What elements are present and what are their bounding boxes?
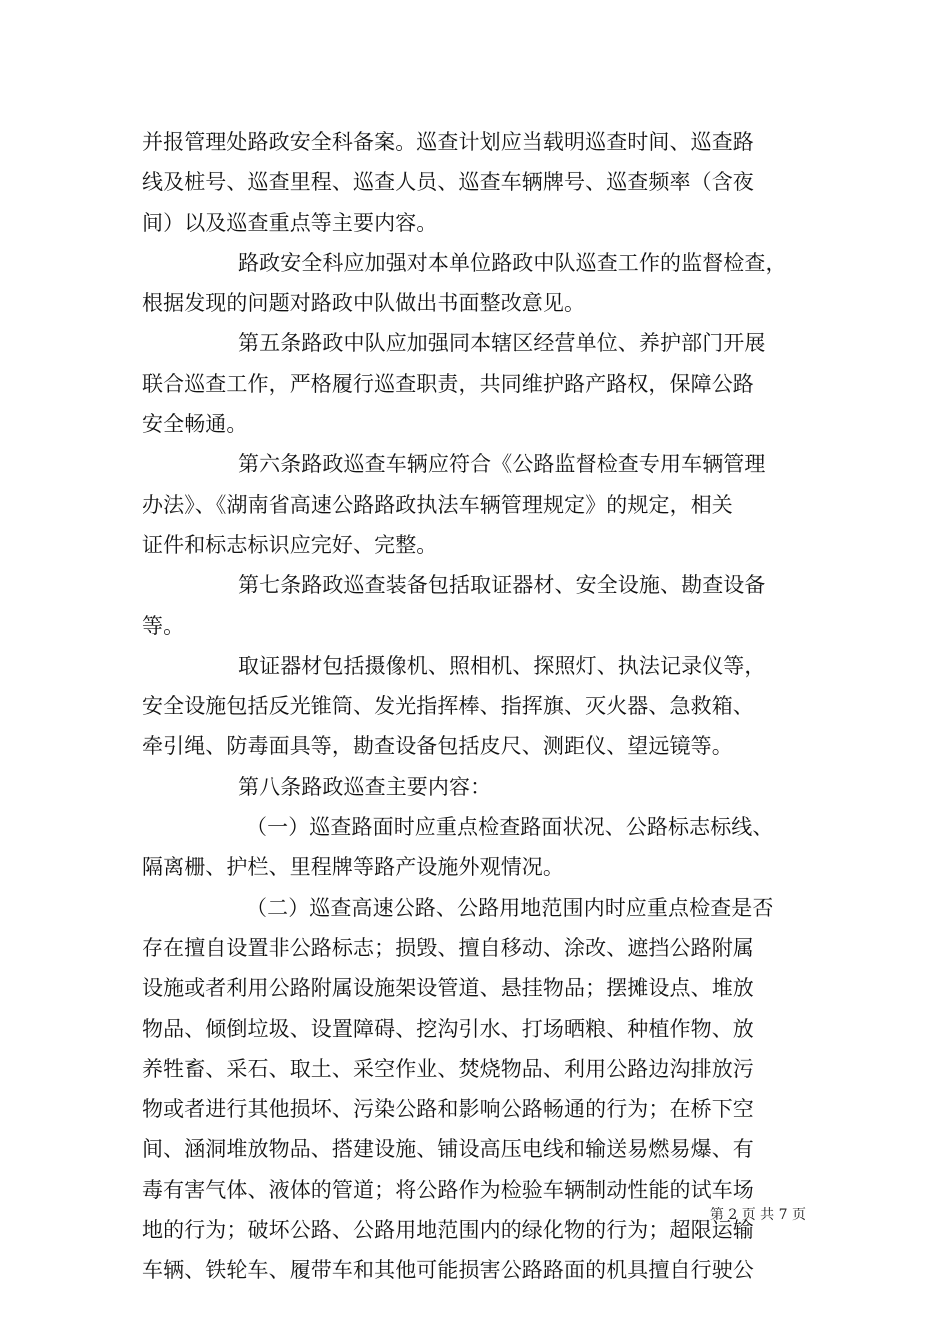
text-line: 养牲畜、采石、取土、采空作业、焚烧物品、利用公路边沟排放污 xyxy=(142,1056,754,1081)
text-line: （一）巡查路面时应重点检查路面状况、公路标志标线、 xyxy=(246,815,774,840)
paragraph-article-8 xyxy=(142,767,810,807)
text-line: 第八条路政巡查主要内容： xyxy=(238,774,492,799)
text-line: 安全设施包括反光锥筒、发光指挥棒、指挥旗、灭火器、急救箱、 xyxy=(142,694,754,719)
text-line: 安全畅通。 xyxy=(142,412,248,437)
text-line: 第七条路政巡查装备包括取证器材、安全设施、勘查设备 xyxy=(238,573,766,598)
paragraph-supervision xyxy=(142,243,810,324)
paragraph-equipment-list xyxy=(142,646,810,767)
paragraph-item-2 xyxy=(142,888,810,1291)
text-line: 线及桩号、巡查里程、巡查人员、巡查车辆牌号、巡查频率（含夜 xyxy=(142,170,754,195)
text-line: 联合巡查工作，严格履行巡查职责，共同维护路产路权，保障公路 xyxy=(142,371,754,396)
text-line: 毒有害气体、液体的管道；将公路作为检验车辆制动性能的试车场 xyxy=(142,1177,754,1202)
text-line: （二）巡查高速公路、公路用地范围内时应重点检查是否 xyxy=(246,895,774,920)
text-line: 物或者进行其他损坏、污染公路和影响公路畅通的行为；在桥下空 xyxy=(142,1097,754,1122)
text-line: 车辆、铁轮车、履带车和其他可能损害公路路面的机具擅自行驶公 xyxy=(142,1258,754,1283)
page-number: 第 2 页 共 7 页 xyxy=(709,1207,806,1223)
text-line: 间）以及巡查重点等主要内容。 xyxy=(142,210,438,235)
paragraph-item-1 xyxy=(142,807,810,888)
paragraph-article-5 xyxy=(142,323,810,444)
text-line: 隔离栅、护栏、里程牌等路产设施外观情况。 xyxy=(142,855,564,880)
text-line: 物品、倾倒垃圾、设置障碍、挖沟引水、打场晒粮、种植作物、放 xyxy=(142,1016,754,1041)
text-line: 等。 xyxy=(142,613,185,638)
document-body xyxy=(142,122,810,1291)
text-line: 取证器材包括摄像机、照相机、探照灯、执法记录仪等， xyxy=(238,653,766,678)
text-line: 间、涵洞堆放物品、搭建设施、铺设高压电线和输送易燃易爆、有 xyxy=(142,1137,754,1162)
text-line: 存在擅自设置非公路标志；损毁、擅自移动、涂改、遮挡公路附属 xyxy=(142,935,754,960)
text-line: 设施或者利用公路附属设施架设管道、悬挂物品；摆摊设点、堆放 xyxy=(142,976,754,1001)
text-line: 路政安全科应加强对本单位路政中队巡查工作的监督检查， xyxy=(238,250,787,275)
text-line: 牵引绳、防毒面具等，勘查设备包括皮尺、测距仪、望远镜等。 xyxy=(142,734,733,759)
paragraph-patrol-plan xyxy=(142,122,810,243)
text-line: 办法》、《湖南省高速公路路政执法车辆管理规定》的规定，相关 xyxy=(142,492,733,517)
paragraph-article-6 xyxy=(142,444,810,565)
text-line: 第六条路政巡查车辆应符合《公路监督检查专用车辆管理 xyxy=(238,452,766,477)
text-line: 证件和标志标识应完好、完整。 xyxy=(142,532,438,557)
text-line: 地的行为；破坏公路、公路用地范围内的绿化物的行为；超限运输 xyxy=(142,1218,754,1243)
text-line: 第五条路政中队应加强同本辖区经营单位、养护部门开展 xyxy=(238,331,766,356)
paragraph-article-7 xyxy=(142,565,810,646)
text-line: 并报管理处路政安全科备案。巡查计划应当载明巡查时间、巡查路 xyxy=(142,130,754,154)
text-line: 根据发现的问题对路政中队做出书面整改意见。 xyxy=(142,291,586,316)
